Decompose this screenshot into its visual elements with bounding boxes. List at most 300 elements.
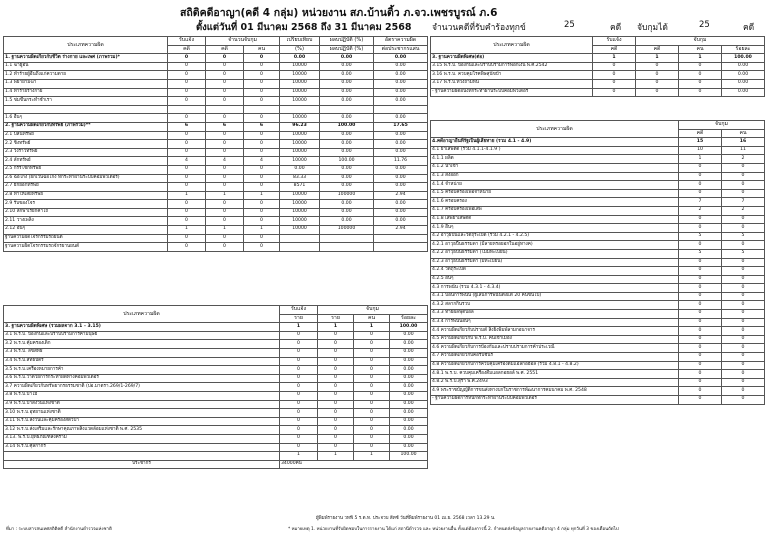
cell-value: 0 xyxy=(722,378,765,387)
cell-value: 0.00 xyxy=(390,340,428,349)
cell-value: 0 xyxy=(244,131,280,140)
cell-value: 0 xyxy=(168,208,206,217)
row-label: 4.1.8 เสพยาเสพติด xyxy=(431,215,679,224)
cell-value: 10000 xyxy=(280,79,320,88)
row-label: 4.1.4 จำหน่าย xyxy=(431,181,679,190)
table-row xyxy=(4,331,428,340)
cell-value: 100000 xyxy=(320,226,374,235)
cell-value: 0 xyxy=(168,243,206,252)
cell-value: 0 xyxy=(679,361,722,370)
cell-value: 10000 xyxy=(280,191,320,200)
cell-value: 0.00 xyxy=(390,348,428,357)
cell-value: 0 xyxy=(244,79,280,88)
cell-value: 0 xyxy=(168,71,206,80)
cell-value: 0.00 xyxy=(320,79,374,88)
row-label: 2.4 ลักทรัพย์ xyxy=(4,157,168,166)
table-row xyxy=(431,198,765,207)
col-header-arrests-rt: จับกุม xyxy=(636,37,765,46)
row-label: 4.3.4 การพนันอื่นๆ xyxy=(431,318,679,327)
row-label: 3. ฐานความผิดพิเศษ (รวมผลจาก 3.1 - 3.15) xyxy=(4,323,280,332)
cell-value: 4 xyxy=(206,157,244,166)
cell-value: 0.00 xyxy=(390,409,428,418)
row-label: 4.1.2 นำเข้า xyxy=(431,163,679,172)
table-row xyxy=(4,452,428,461)
cell-value: 0.00 xyxy=(374,54,428,63)
cell-value xyxy=(320,234,374,243)
row-label: 4.1.9 อื่นๆ xyxy=(431,224,679,233)
cell-value: 0.00 xyxy=(280,165,320,174)
cell-value: 0 xyxy=(722,163,765,172)
cell-value: 0 xyxy=(679,88,722,97)
cell-value xyxy=(320,243,374,252)
row-label: 4.คดีอาญาอื่นที่รัฐเป็นผู้เสียหาย (รวม 4.1 - 4.9) xyxy=(431,138,679,147)
cell-value: 0 xyxy=(318,400,354,409)
cell-value: 0 xyxy=(244,183,280,192)
cell-value: 2 xyxy=(722,155,765,164)
cell-value: 0 xyxy=(168,88,206,97)
cell-value: 0.00 xyxy=(374,79,428,88)
table-row xyxy=(4,105,428,114)
cell-value: 0 xyxy=(593,62,636,71)
table-row xyxy=(431,172,765,181)
row-label: 4.1.7 ครอบครองเพื่อเสพ xyxy=(431,206,679,215)
cell-value: 0.00 xyxy=(374,183,428,192)
received-unit: คดี xyxy=(610,23,622,33)
cell-value: 0.00 xyxy=(374,71,428,80)
cell-value: 15 xyxy=(679,138,722,147)
table-row xyxy=(4,54,428,63)
row-label: 2.9 รับของโจร xyxy=(4,200,168,209)
table-row xyxy=(431,71,765,80)
cell-value: 0 xyxy=(318,434,354,443)
received-value: 25 xyxy=(564,20,575,30)
cell-value: 0 xyxy=(354,426,390,435)
cell-value: 10000 xyxy=(280,71,320,80)
table-row xyxy=(431,181,765,190)
cell-value: 0 xyxy=(206,140,244,149)
cell-value: 0.00 xyxy=(320,88,374,97)
cell-value: 16 xyxy=(722,138,765,147)
row-label: ฐานความผิดโจรกรรมรถยนต์ xyxy=(4,234,168,243)
cell-value: 0.00 xyxy=(320,71,374,80)
cell-value: 0 xyxy=(168,79,206,88)
row-label: 3.12 พ.ร.บ.ส่งเสริมและรักษาคุณภาพสิ่งแวดล้อมแห่งชาติ พ.ศ. 2535 xyxy=(4,426,280,435)
cell-value: 0 xyxy=(280,400,318,409)
cell-value: 0 xyxy=(206,243,244,252)
cell-value: 0 xyxy=(679,215,722,224)
table-row xyxy=(431,241,765,250)
cell-value: 0 xyxy=(318,426,354,435)
report-period: ตั้งแต่วันที่ 01 มีนาคม 2568 ถึง 31 มีนาคม 2568 xyxy=(196,22,412,33)
cell-value: 0 xyxy=(280,391,318,400)
table-row xyxy=(4,88,428,97)
cell-value: 0 xyxy=(318,443,354,452)
cell-value: 0.00 xyxy=(320,217,374,226)
row-label: 2.3 วิ่งราวทรัพย์ xyxy=(4,148,168,157)
table-row xyxy=(4,97,428,106)
row-label: 2.2 ชิงทรัพย์ xyxy=(4,140,168,149)
cell-value: 0 xyxy=(679,267,722,276)
cell-value: 0 xyxy=(244,165,280,174)
cell-value: 2.94 xyxy=(374,226,428,235)
cell-value: 0.00 xyxy=(320,165,374,174)
cell-value: 10000 xyxy=(280,88,320,97)
cell-value xyxy=(320,105,374,114)
cell-value: 6 xyxy=(206,122,244,131)
cell-value: 0 xyxy=(679,353,722,362)
row-label: 3.1 พ.ร.บ. ป้องกันและปราบปรามการค้ามนุษย์ xyxy=(4,331,280,340)
cell-value: 0 xyxy=(244,217,280,226)
table-row xyxy=(431,267,765,276)
row-label: 2.6 ฉ้อโกง (ยกเว้นฉ้อโกง ที่กระทำผ่านระบบคอมพิวเตอร์) xyxy=(4,174,168,183)
cell-value: 0 xyxy=(168,97,206,106)
table-crimes-life-property xyxy=(3,36,428,252)
row-label: 2.7 ยักยอกทรัพย์ xyxy=(4,183,168,192)
cell-value: 5 xyxy=(679,232,722,241)
cell-value: 0.00 xyxy=(374,131,428,140)
cell-value: 1 xyxy=(679,54,722,63)
row-label: 4.2.5 อื่นๆ xyxy=(431,275,679,284)
cell-value: 0 xyxy=(318,340,354,349)
row-label: 3.2 พ.ร.บ.คุ้มครองเด็ก xyxy=(4,340,280,349)
table-row xyxy=(4,183,428,192)
caught-value: 25 xyxy=(699,20,710,30)
cell-value: 0.00 xyxy=(722,88,765,97)
table-row xyxy=(4,443,428,452)
col-header-type-b: ประเภทความผิด xyxy=(4,306,280,323)
cell-value: 0 xyxy=(168,62,206,71)
cell-value: 0 xyxy=(679,344,722,353)
cell-value: 0 xyxy=(168,165,206,174)
cell-value: 0 xyxy=(244,88,280,97)
row-label: 2. ฐานความผิดเกี่ยวกับทรัพย์ (ภาพรวม)** xyxy=(4,122,168,131)
cell-value: 7 xyxy=(722,198,765,207)
cell-value: 0.00 xyxy=(320,62,374,71)
cell-value xyxy=(374,105,428,114)
cell-value: 0 xyxy=(722,370,765,379)
cell-value: 0.00 xyxy=(374,148,428,157)
cell-value: 0 xyxy=(722,361,765,370)
cell-value: 0.00 xyxy=(390,434,428,443)
cell-value: 0 xyxy=(318,348,354,357)
cell-value: 0 xyxy=(722,396,765,405)
cell-value: 1 xyxy=(244,191,280,200)
cell-value: 6 xyxy=(244,122,280,131)
population-value: 34000คน xyxy=(280,460,428,469)
cell-value: 0 xyxy=(206,62,244,71)
cell-value: 0 xyxy=(244,114,280,123)
cell-value: 1 xyxy=(244,226,280,235)
row-label xyxy=(4,105,168,114)
table-row xyxy=(4,200,428,209)
cell-value: 0 xyxy=(354,417,390,426)
cell-value: 0 xyxy=(206,174,244,183)
cell-value: 0.00 xyxy=(722,71,765,80)
cell-value: 0 xyxy=(679,310,722,319)
row-label: 4.1 ยาเสพติด (รวม 4.1.1-4.1.9 ) xyxy=(431,146,679,155)
table-row xyxy=(431,146,765,155)
col-header-person-rb: คน xyxy=(722,129,765,138)
cell-value: 0.00 xyxy=(390,357,428,366)
row-label: 4.2 อาวุธปืนและวัตถุระเบิด (รวม 4.2.1 - 4.2.5) xyxy=(431,232,679,241)
row-label: 4.6 ความผิดเกี่ยวกับการป้องกันและปราบปรามการค้าประเวณี xyxy=(431,344,679,353)
cell-value: 0 xyxy=(354,374,390,383)
table-row xyxy=(431,88,765,97)
table-row xyxy=(431,258,765,267)
cell-value: 0.00 xyxy=(390,443,428,452)
cell-value: 0 xyxy=(318,383,354,392)
cell-value: 0.00 xyxy=(390,400,428,409)
cell-value: 0 xyxy=(722,189,765,198)
cell-value: 0 xyxy=(244,148,280,157)
row-label: 2.5 กรรโชกทรัพย์ xyxy=(4,165,168,174)
table-row xyxy=(4,400,428,409)
cell-value: 0 xyxy=(206,54,244,63)
cell-value: 0 xyxy=(722,258,765,267)
table-row xyxy=(431,224,765,233)
footnote: * หมายเหตุ 1. หน่วยงานที่รับผิดชอบในการรายงาน ได้แก่ สถานีตำรวจ และ หน่วยงานอื่น ทั้งแต่ต้องการนี้ 2. กำหนดส่งข้อมูลรายงานคดีอาญา 4 กลุ่ม ทุกวันที่ 3 ของเดือนถัดไป xyxy=(288,527,619,532)
table-row xyxy=(431,155,765,164)
cell-value: 0 xyxy=(280,409,318,418)
table-special-crimes xyxy=(3,305,428,469)
table-state-victim-crimes xyxy=(430,120,765,405)
cell-value: 0 xyxy=(636,71,679,80)
cell-value: 2 xyxy=(722,206,765,215)
table-row xyxy=(4,148,428,157)
row-label: 1.2 ทำร้ายผู้อื่นถึงแก่ความตาย xyxy=(4,71,168,80)
row-label: 2.10 ลักพาเรียกค่าไถ่ xyxy=(4,208,168,217)
cell-value: 10000 xyxy=(280,208,320,217)
cell-value: 0 xyxy=(593,71,636,80)
col-header-case: คดี xyxy=(168,45,206,54)
cell-value: 0 xyxy=(679,224,722,233)
cell-value: 2 xyxy=(679,206,722,215)
table-row xyxy=(431,189,765,198)
row-label: 3.16 พ.ร.บ. ควบคุมโรคพิษสุนัขบ้า xyxy=(431,71,593,80)
cell-value: 0 xyxy=(244,62,280,71)
row-label: 1. ฐานความผิดเกี่ยวกับชีวิต ร่างกาย และเพศ (ภาพรวม)* xyxy=(4,54,168,63)
table-row xyxy=(4,383,428,392)
row-label: 1.5 ข่มขืนกระทำชำเรา xyxy=(4,97,168,106)
cell-value: 83.33 xyxy=(280,174,320,183)
row-label: 3.11 พ.ร.บ.สงวนและคุ้มครองสัตว์ป่า xyxy=(4,417,280,426)
cell-value: 5 xyxy=(722,249,765,258)
col-header-arrests-b: จับกุม xyxy=(318,306,428,315)
cell-value: 10000 xyxy=(280,62,320,71)
row-label: 3.6 พ.ร.บ.ว่าด้วยการกระทำผิดทางคอมพิวเตอร์ xyxy=(4,374,280,383)
table-row xyxy=(431,327,765,336)
cell-value: 1 xyxy=(354,452,390,461)
cell-value: 0 xyxy=(722,292,765,301)
cell-value: 0.00 xyxy=(722,79,765,88)
col-header-case-rb: คดี xyxy=(679,129,722,138)
table-row xyxy=(431,163,765,172)
row-label: 4.7 ความผิดเกี่ยวกับคอรัปชั่นร xyxy=(431,353,679,362)
cell-value: 0.00 xyxy=(320,148,374,157)
cell-value: 0 xyxy=(206,88,244,97)
cell-value: 0.00 xyxy=(320,114,374,123)
cell-value: 10000 xyxy=(280,114,320,123)
cell-value: 0 xyxy=(168,148,206,157)
row-label: 3.15 พ.ร.บ. ป้องกันและปราบปรามการฟอกเงิน พ.ศ.2542 xyxy=(431,62,593,71)
cell-value: 0 xyxy=(280,340,318,349)
cell-value: 0.00 xyxy=(390,374,428,383)
row-label: 4.1.3 ส่งออก xyxy=(431,172,679,181)
cell-value: 0 xyxy=(280,443,318,452)
cell-value: 0.00 xyxy=(374,140,428,149)
cell-value: 1 xyxy=(206,191,244,200)
cell-value: 0 xyxy=(679,292,722,301)
cell-value: 0 xyxy=(168,183,206,192)
cell-value: 0 xyxy=(722,224,765,233)
cell-value: 0 xyxy=(679,275,722,284)
table-row xyxy=(431,275,765,284)
row-label: 1.1 ฆ่าผู้อื่น xyxy=(4,62,168,71)
table-row xyxy=(4,426,428,435)
cell-value: 10000 xyxy=(280,200,320,209)
table-row xyxy=(4,374,428,383)
table-row xyxy=(431,284,765,293)
cell-value: 0 xyxy=(168,114,206,123)
row-label: ฐานความผิดโจรกรรมรถจักรยานยนต์ xyxy=(4,243,168,252)
cell-value: 0 xyxy=(318,391,354,400)
row-label: 4.8.2 พ.ร.บ.สุรา พ.ศ.2493 xyxy=(431,378,679,387)
cell-value: 0.00 xyxy=(390,391,428,400)
cell-value: 10 xyxy=(679,146,722,155)
col-header-case-b: ราย xyxy=(280,314,318,323)
cell-value: 96.23 xyxy=(280,122,320,131)
table-row xyxy=(431,215,765,224)
cell-value: 0 xyxy=(722,181,765,190)
cell-value: 0 xyxy=(354,383,390,392)
cell-value: 0 xyxy=(636,62,679,71)
cell-value: 0 xyxy=(722,275,765,284)
cell-value: 0 xyxy=(168,200,206,209)
cell-value: 100.00 xyxy=(320,157,374,166)
cell-value: 0.00 xyxy=(374,174,428,183)
row-label: - ฐานความผิดการหนักที่กระทำผ่านระบบคอมพิวเตอร์ xyxy=(431,396,679,405)
col-header-person-rt: คน xyxy=(679,45,722,54)
col-header-rate: อัตราความผิด xyxy=(374,37,428,46)
cell-value: 10000 xyxy=(280,97,320,106)
cell-value: 0 xyxy=(354,348,390,357)
col-header-case2: คดี xyxy=(206,45,244,54)
cell-value: 0.00 xyxy=(320,174,374,183)
cell-value: 0 xyxy=(679,79,722,88)
cell-value: 0 xyxy=(168,174,206,183)
received-label: จำนวนคดีที่รับคำร้องทุกข์ xyxy=(432,23,526,33)
cell-value: 0 xyxy=(722,215,765,224)
row-label: 4.9 พระราชบัญญัติการขนส่งทางบกในราชการพัฒนาการคมนาคม พ.ศ. 2548 xyxy=(431,387,679,396)
table-row xyxy=(4,348,428,357)
table-row xyxy=(4,79,428,88)
row-label: 4.4 ความผิดเกี่ยวกับปรามต์ สิ่งยิ่งพิมพ์ลามกอนาจาร xyxy=(431,327,679,336)
cell-value: 0 xyxy=(679,378,722,387)
table-row xyxy=(431,353,765,362)
col-header-person-b: คน xyxy=(354,314,390,323)
table-row xyxy=(431,344,765,353)
report-printed-info: ผู้พิมพ์รายงาน วทฟี 5 ร.ต.ท. ประจวบ ลีทซ์ วันที่พิมพ์รายงาน 01 เม.ย. 2568 เวลา 13.29 น. xyxy=(316,516,496,521)
cell-value: 4 xyxy=(244,157,280,166)
cell-value: 0 xyxy=(679,370,722,379)
cell-value: 0 xyxy=(354,357,390,366)
cell-value: 0.00 xyxy=(320,208,374,217)
row-label: 3.13. พ.ร.บ.ยุทธภัณฑ์สงคราม xyxy=(4,434,280,443)
caught-unit: คดี xyxy=(743,23,755,33)
table-row xyxy=(4,131,428,140)
cell-value: 0 xyxy=(679,387,722,396)
cell-value: 0 xyxy=(722,172,765,181)
cell-value: 1 xyxy=(318,323,354,332)
cell-value: 0 xyxy=(244,71,280,80)
col-header-compare: เปรียบเทียบ xyxy=(280,37,320,46)
cell-value: 0 xyxy=(679,327,722,336)
table-row xyxy=(4,434,428,443)
cell-value: 0.00 xyxy=(374,88,428,97)
cell-value: 0.00 xyxy=(280,54,320,63)
cell-value: 0 xyxy=(244,54,280,63)
row-label: 4.5 ความผิดเกี่ยวกับ พ.ร.บ. คนเข้าเมือง xyxy=(431,335,679,344)
cell-value: 0 xyxy=(722,344,765,353)
row-label: 3.5 พ.ร.บ.เครื่องหมายการค้า xyxy=(4,366,280,375)
cell-value: 10000 xyxy=(280,226,320,235)
cell-value: 0 xyxy=(318,374,354,383)
col-header-pct-b: ร้อยละ xyxy=(390,314,428,323)
col-header-type: ประเภทความผิด xyxy=(4,37,168,54)
cell-value xyxy=(280,234,320,243)
cell-value: 10000 xyxy=(280,131,320,140)
row-label: 1.4 ทำร้ายร่างกาย xyxy=(4,88,168,97)
cell-value: 0 xyxy=(244,208,280,217)
cell-value: 0.00 xyxy=(374,165,428,174)
cell-value: 0 xyxy=(593,79,636,88)
table-row xyxy=(4,114,428,123)
row-label: 4.2.2 อาวุธปืนธรรมดา (ไม่มีทะเบียน) xyxy=(431,249,679,258)
cell-value: 4 xyxy=(168,157,206,166)
cell-value: 0 xyxy=(679,189,722,198)
cell-value: 1 xyxy=(318,452,354,461)
cell-value: 1 xyxy=(280,452,318,461)
row-label: 4.8.1 พ.ร.บ. ควบคุมเครื่องดื่มแอลกอฮอล์ พ.ศ. 2551 xyxy=(431,370,679,379)
cell-value: 5 xyxy=(679,249,722,258)
cell-value: 0 xyxy=(354,400,390,409)
table-row xyxy=(4,366,428,375)
cell-value: 0 xyxy=(679,71,722,80)
col-header-pct: (%) xyxy=(280,45,320,54)
table-row xyxy=(4,226,428,235)
table-row xyxy=(4,62,428,71)
cell-value: 1 xyxy=(593,54,636,63)
report-title: สถิติคดีอาญา(คดี 4 กลุ่ม) หน่วยงาน สภ.บ้านติ้ว ภ.จว.เพชรบูรณ์ ภ.6 xyxy=(180,7,498,19)
cell-value: 0 xyxy=(168,217,206,226)
cell-value: 0 xyxy=(168,54,206,63)
cell-value: 0 xyxy=(354,443,390,452)
cell-value: 2.94 xyxy=(374,191,428,200)
cell-value: 0 xyxy=(722,241,765,250)
row-label: 4.1.6 ครอบครอง xyxy=(431,198,679,207)
table-row xyxy=(431,232,765,241)
data-source: ที่มา : ระบบสารสนเทศสถิติคดี สำนักงานตำรวจแห่งชาติ xyxy=(6,527,112,532)
cell-value: 0 xyxy=(244,243,280,252)
cell-value: 0.00 xyxy=(374,217,428,226)
cell-value: 5 xyxy=(722,232,765,241)
col-header-type-rt: ประเภทความผิด xyxy=(431,37,593,54)
col-header-arrests-rb: จับกุม xyxy=(679,121,765,130)
row-label: 1.3 พยายามฆ่า xyxy=(4,79,168,88)
table-row xyxy=(431,318,765,327)
cell-value: 0 xyxy=(206,200,244,209)
cell-value: 0 xyxy=(280,434,318,443)
